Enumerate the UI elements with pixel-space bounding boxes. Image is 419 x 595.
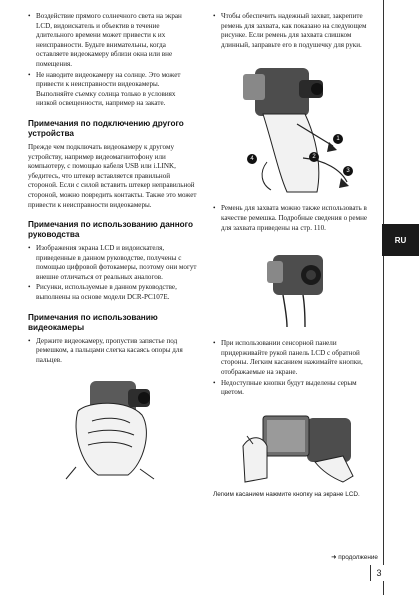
hand-grip-illustration: [58, 371, 168, 481]
section-heading-manual: Примечания по использованию данного руководства: [28, 220, 193, 240]
language-tab: RU: [382, 224, 419, 256]
touch-panel-illustration: [233, 406, 359, 488]
left-column: [28, 12, 198, 481]
manual-bullet-list: [28, 244, 198, 303]
right-column: [213, 12, 375, 499]
grip-belt-illustration: [233, 54, 363, 196]
strap-camera-illustration: [263, 247, 335, 329]
page-edge-line: [383, 0, 384, 595]
touch-panel-caption: Легким касанием нажмите кнопку на экране LCD.: [213, 490, 360, 498]
intro-bullet: • Не наводите видеокамеру на солнце. Это может привести к неисправности видеокамеры. Выполняйте съемку солнца только в условиях низкой освещенности, например на закате.: [28, 71, 198, 109]
page-number: 3: [370, 565, 387, 581]
strap-bullet: • Ремень для захвата можно также использовать в качестве ремешка. Подробные сведения о ремне для захвата приведены на стр. 110.: [213, 204, 375, 233]
manual-bullet: • Изображения экрана LCD и видоискателя, приведенные в данном руководстве, получены с помощью цифровой фотокамеры, поэтому они могут внешне отличаться от реальных аналогов.: [28, 244, 198, 282]
section-heading-camera: Примечания по использованию видеокамеры: [28, 312, 158, 332]
callout-badge: 3: [343, 166, 353, 176]
callout-badge: 2: [309, 152, 319, 162]
touch-bullet: • Недоступные кнопки будут выделены серым цветом.: [213, 379, 375, 398]
manual-bullet: • Рисунки, используемые в данном руководстве, выполнены на основе модели DCR-PC107E.: [28, 283, 198, 302]
strap-bullet-list: [213, 204, 375, 233]
arrow-right-icon: ➜: [331, 554, 337, 561]
grip-bullet: • Чтобы обеспечить надежный захват, закрепите ремень для захвата, как показано на следующем рисунке. Если ремень для захвата слишком длинный, заправьте его в подушечку для руки.: [213, 12, 375, 50]
continued-note: [300, 553, 378, 561]
grip-bullet-list: [213, 12, 375, 50]
camera-bullet-list: [28, 337, 198, 366]
touch-bullet: • При использовании сенсорной панели придерживайте рукой панель LCD с обратной стороны. Легким касанием нажимайте кнопки, отображаемые на экране.: [213, 339, 375, 377]
callout-badge: 1: [333, 134, 343, 144]
intro-bullet: • Воздействие прямого солнечного света на экран LCD, видоискатель и объектив в течение длительного времени может привести к их неисправности. Будьте внимательны, когда оставляете видеокамеру вблизи окна или вне помещения.: [28, 12, 198, 70]
intro-bullet-list: [28, 12, 198, 109]
camera-bullet: • Держите видеокамеру, пропустив запястье под ремешком, а пальцами слегка касаясь опоры для пальцев.: [28, 337, 198, 366]
callout-badge: 4: [247, 154, 257, 164]
section-heading-connect: Примечания по подключению другого устройства: [28, 118, 184, 138]
touch-bullet-list: [213, 339, 375, 398]
continued-label: продолжение: [338, 554, 378, 561]
section-text-connect: Прежде чем подключать видеокамеру к другому устройству, например видеомагнитофону или компьютеру, с помощью кабеля USB или i.LINK, убедитесь, что штекер вставляется правильной стороной. Если с силой вставить штекер неправильной стороной, можно повредить контакты. Также это может привести к неисправности видеокамеры.: [28, 142, 197, 209]
